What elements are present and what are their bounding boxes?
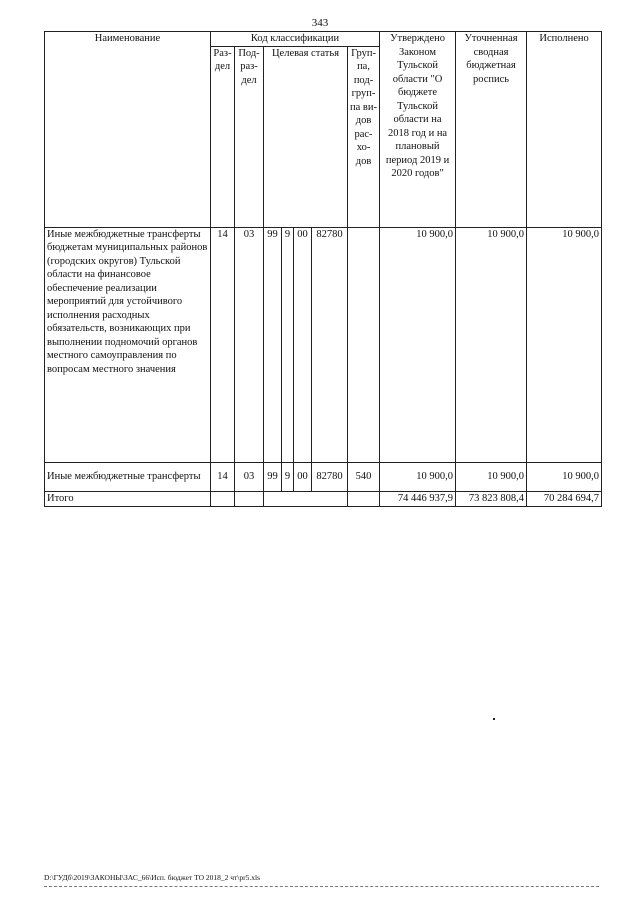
row-subsection: 03 [235,462,264,491]
row-target-event: 00 [294,227,312,462]
row-target-subprogram: 9 [282,227,294,462]
total-label: Итого [45,491,211,506]
row-expense-group: 540 [348,462,380,491]
row-expense-group [348,227,380,462]
table-row [45,227,602,462]
table-row [45,462,602,491]
header-target-article: Целевая статья [264,46,348,227]
row-subsection: 03 [235,227,264,462]
budget-execution-table [44,31,602,507]
row-target-direction: 82780 [312,462,348,491]
page-number: 343 [311,17,329,29]
header-executed: Исполнено [527,32,602,228]
scan-speck [493,718,495,720]
total-empty-cell [235,491,264,506]
total-executed: 70 284 694,7 [527,491,602,506]
row-section: 14 [211,462,235,491]
row-approved: 10 900,0 [380,462,456,491]
header-expense-group: Груп- па, под- груп- па ви- дов рас- хо- дов [348,46,380,227]
total-empty-cell [348,491,380,506]
row-section: 14 [211,227,235,462]
row-executed: 10 900,0 [527,462,602,491]
header-name: Наименование [45,32,211,228]
row-target-subprogram: 9 [282,462,294,491]
row-name: Иные межбюджетные трансферты бюджетам муниципальных районов (городских округов) Тульской области на финансовое обеспечение реализации мероприятий для устойчивого исполнения расходных обязательств, возникающих при выполнении подномочий органов местного самоуправления по вопросам местного значения [45,227,211,462]
header-subsection: Под- раз- дел [235,46,264,227]
total-empty-cell [264,491,348,506]
row-approved: 10 900,0 [380,227,456,462]
row-executed: 10 900,0 [527,227,602,462]
header-classification: Код классификации [211,32,380,47]
row-target-program: 99 [264,462,282,491]
row-name: Иные межбюджетные трансферты [45,462,211,491]
header-section: Раз- дел [211,46,235,227]
row-revised: 10 900,0 [456,227,527,462]
row-target-event: 00 [294,462,312,491]
footer-divider [44,886,599,887]
header-row-top [45,32,602,47]
header-approved: Утверждено Законом Тульской области "О бюджете Тульской области на 2018 год и на плановый период 2019 и 2020 годов" [380,32,456,228]
row-target-direction: 82780 [312,227,348,462]
total-revised: 73 823 808,4 [456,491,527,506]
total-empty-cell [211,491,235,506]
total-approved: 74 446 937,9 [380,491,456,506]
row-target-program: 99 [264,227,282,462]
row-revised: 10 900,0 [456,462,527,491]
header-revised: Уточненная сводная бюджетная роспись [456,32,527,228]
total-row [45,491,602,506]
footer-file-path: D:\ГУДб\2019\ЗАКОНЫ\ЗАС_66\Исп. бюджет ТО 2018_2 чт\pr5.xls [44,873,260,882]
